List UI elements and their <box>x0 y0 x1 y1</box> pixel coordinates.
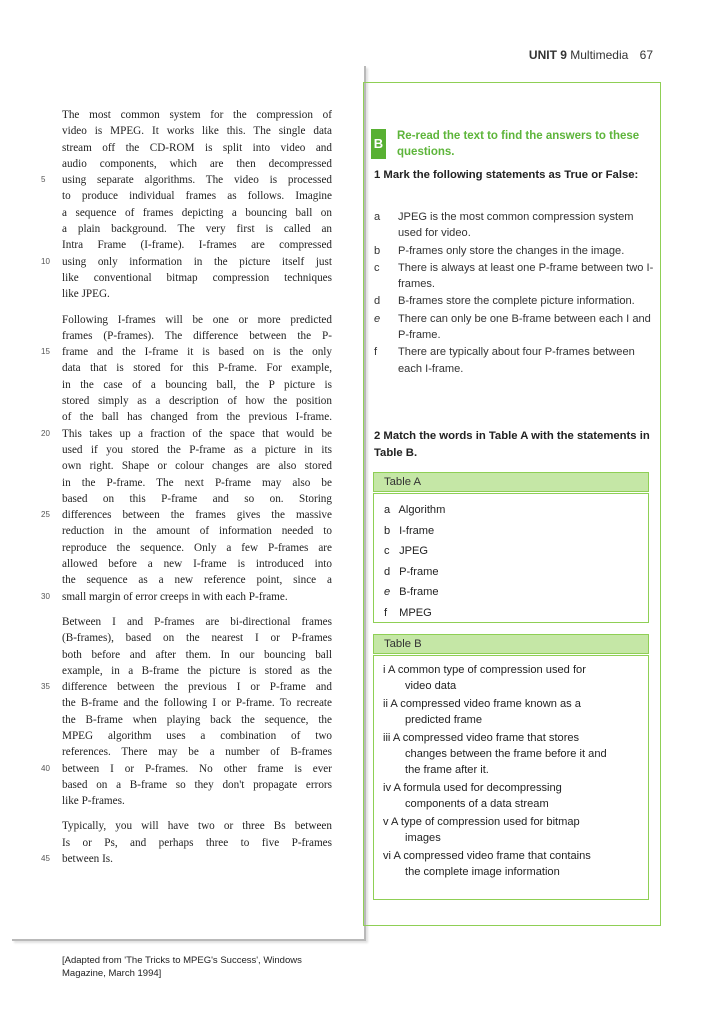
table-b-first-line <box>383 664 586 676</box>
article-line: based on a B-frame so they don't propagate errors <box>62 778 332 791</box>
article-line: references. There may be a number of B-frames <box>62 746 332 759</box>
table-b-item <box>383 662 645 694</box>
table-b-text <box>383 662 645 694</box>
credit-line-1: [Adapted from 'The Tricks to MPEG's Success', Windows <box>62 955 302 966</box>
statement-letter: b <box>374 244 381 257</box>
table-b-line: components of a data stream <box>405 798 549 811</box>
table-b-numeral: vi <box>383 849 392 862</box>
statement-item <box>374 243 659 259</box>
article-line: The most common system for the compression of <box>62 109 332 121</box>
table-b-line: A type of compression used for bitmap <box>391 815 580 828</box>
article-text <box>41 107 332 876</box>
table-b-item <box>383 730 645 779</box>
table-a-letter: b <box>384 524 391 537</box>
table-b-item <box>383 696 645 728</box>
article-line: used if you stored the P-frame as a picture in its <box>62 443 332 456</box>
table-a <box>373 493 649 623</box>
table-b-line: changes between the frame before it and <box>405 748 607 761</box>
article-line: using only information in the picture itself just 10 <box>62 254 332 270</box>
table-a-word: Algorithm <box>396 504 446 516</box>
statement-item <box>374 293 659 309</box>
article-line: between Is. 45 <box>62 851 332 867</box>
article-paragraph <box>41 107 332 303</box>
table-a-word: P-frame <box>396 565 439 578</box>
statement-letter: a <box>374 211 381 223</box>
table-a-item <box>384 562 445 583</box>
table-a-word: I-frame <box>396 524 435 537</box>
article-line: stored simply as a description of how the position <box>62 395 332 408</box>
table-b-numeral: iv <box>383 781 392 794</box>
article-paragraph <box>41 614 332 810</box>
reading-panel <box>12 66 366 941</box>
article-paragraph <box>41 312 332 605</box>
article-line: a plain background. The very first is called an <box>62 223 332 236</box>
section-instructions: Re-read the text to find the answers to these questions. <box>397 130 640 158</box>
table-b-line: A compressed video frame that contains <box>393 849 591 862</box>
article-line: in the case of a bouncing ball, the P picture is <box>62 378 332 391</box>
statement-letter: d <box>374 295 381 308</box>
article-line: frames (P-frames). The difference between the P- <box>62 329 332 342</box>
article-line: both before and after them. In our bouncing ball <box>62 648 332 661</box>
table-b-line: A compressed video frame that stores <box>392 731 580 744</box>
statement-text: There can only be one B-frame between each I and P-frame. <box>398 312 651 342</box>
article-line: audio components, which are then decompressed <box>62 157 332 170</box>
page-number: 67 <box>639 48 653 62</box>
statement-letter: f <box>374 346 378 359</box>
table-b-line: A formula used for decompressing <box>393 781 562 794</box>
table-b-text <box>383 696 645 728</box>
article-line: Intra Frame (I-frame). I-frames are compressed <box>62 239 332 252</box>
article-line: stream off the CD-ROM is split into video and <box>62 141 332 154</box>
credit-line-2: Magazine, March 1994] <box>62 968 162 979</box>
statement-text: There is always at least one P-frame between two I-frames. <box>398 261 654 291</box>
table-b-statements <box>383 662 645 882</box>
article-line: Typically, you will have two or three Bs between <box>62 820 332 833</box>
article-line: This takes up a fraction of the space that would be 20 <box>62 426 332 442</box>
article-line: Between I and P-frames are bi-directional frames <box>62 615 332 628</box>
table-b-line: the frame after it. <box>405 764 489 777</box>
article-line: Following I-frames will be one or more predicted <box>62 313 332 326</box>
article-line: allowed before a new I-frame is introduced into <box>62 558 332 571</box>
article-line: using separate algorithms. The video is processed 5 <box>62 172 332 188</box>
line-number: 10 <box>41 256 50 266</box>
article-line: like JPEG. <box>62 288 110 301</box>
page-header <box>529 48 653 62</box>
article-line: reduction in the amount of information needed to <box>62 525 332 538</box>
table-b-label: Table B <box>373 634 649 654</box>
article-line: the B-frame and the following I or P-frame. To recreate <box>62 697 332 710</box>
table-a-letter: a <box>384 504 391 516</box>
line-number: 30 <box>41 591 50 601</box>
line-number: 15 <box>41 347 50 357</box>
table-b-first-line <box>383 782 562 794</box>
article-paragraph <box>41 818 332 867</box>
true-false-statements <box>374 209 659 378</box>
article-line: small margin of error creeps in with each P-frame. 30 <box>62 589 332 605</box>
table-b-line: video data <box>405 680 457 693</box>
exercise-panel <box>363 82 661 926</box>
table-b-item <box>383 780 645 812</box>
table-b-item <box>383 814 645 846</box>
statement-text: B-frames store the complete picture information. <box>398 295 635 308</box>
table-b-numeral: ii <box>383 697 388 710</box>
line-number: 45 <box>41 854 50 864</box>
table-a-word: MPEG <box>396 606 432 619</box>
article-line: between I or P-frames. No other frame is ever 40 <box>62 761 332 777</box>
article-line: frame and the I-frame it is based on is the only 15 <box>62 344 332 360</box>
question-1-heading: 1 Mark the following statements as True or False: <box>374 169 639 181</box>
table-b-line: A compressed video frame known as a <box>390 697 581 710</box>
table-a-words <box>384 500 445 624</box>
table-b-first-line <box>383 732 579 744</box>
table-b-text <box>383 814 645 846</box>
table-a-word: JPEG <box>396 545 429 558</box>
table-b-text <box>383 780 645 812</box>
article-line: (B-frames), based on the nearest I or P-frames <box>62 632 332 645</box>
article-line: to produce individual frames as follows. Imagine <box>62 190 332 203</box>
article-line: a sequence of frames depicting a bouncing ball on <box>62 206 332 219</box>
table-b-numeral: iii <box>383 731 391 744</box>
article-line: video is MPEG. It works like this. The single data <box>62 125 332 138</box>
source-credit <box>62 954 342 980</box>
table-b-text <box>383 730 645 779</box>
unit-title: Multimedia <box>570 48 629 62</box>
question-2-heading: 2 Match the words in Table A with the statements in Table B. <box>374 430 650 459</box>
statement-item <box>374 260 659 293</box>
article-line: based on this P-frame and so on. Storing <box>62 492 332 505</box>
table-b-line: predicted frame <box>405 714 483 727</box>
table-a-item <box>384 541 445 562</box>
table-a-item <box>384 582 445 603</box>
statement-item <box>374 209 659 242</box>
section-badge: B <box>371 129 386 159</box>
statement-text: There are typically about four P-frames between each I-frame. <box>398 346 635 375</box>
article-line: differences between the frames gives the massive 25 <box>62 507 332 523</box>
statement-letter: e <box>374 312 381 325</box>
table-b-text <box>383 848 645 880</box>
statement-text: JPEG is the most common compression system used for video. <box>398 211 634 240</box>
article-line: Is or Ps, and perhaps three to five P-frames <box>62 836 332 849</box>
statement-item <box>374 344 659 377</box>
table-b-first-line <box>383 850 591 862</box>
statement-letter: c <box>374 261 380 274</box>
table-a-label: Table A <box>373 472 649 492</box>
article-line: data that is stored for this P-frame. For example, <box>62 362 332 375</box>
article-line: reproduce the sequence. Only a few P-frames are <box>62 541 332 554</box>
table-a-item <box>384 521 445 542</box>
article-line: difference between the previous I or P-frame and 35 <box>62 679 332 695</box>
table-b-line: images <box>405 832 441 845</box>
table-a-letter: c <box>384 545 390 558</box>
article-line: MPEG algorithm uses a combination of two <box>62 729 332 742</box>
table-a-letter: f <box>384 606 388 619</box>
line-number: 20 <box>41 428 50 438</box>
article-line: the B-frame when playing back the sequence, the <box>62 713 332 726</box>
table-b-line: the complete image information <box>405 865 560 878</box>
table-a-word: B-frame <box>396 586 439 599</box>
table-a-letter: d <box>384 565 391 578</box>
table-a-letter: e <box>384 586 391 599</box>
line-number: 40 <box>41 763 50 773</box>
line-number: 35 <box>41 682 50 692</box>
line-number: 5 <box>41 175 46 185</box>
table-a-item <box>384 603 445 624</box>
article-line: in the P-frame. The next P-frame may also be <box>62 476 332 489</box>
article-line: of the ball has changed from the previous I-frame. <box>62 411 332 424</box>
table-b-numeral: i <box>383 664 386 676</box>
table-b-item <box>383 848 645 880</box>
line-number: 25 <box>41 510 50 520</box>
table-b-line: A common type of compression used for <box>387 664 586 676</box>
table-b-first-line <box>383 698 581 710</box>
article-line: own right. Shape or colour changes are also stored <box>62 460 332 473</box>
unit-label: UNIT 9 <box>528 48 567 62</box>
table-a-item <box>384 500 445 521</box>
article-line: like P-frames. <box>62 795 125 808</box>
article-line: example, in a B-frame the picture is stored as the <box>62 664 332 677</box>
statement-text: P-frames only store the changes in the image. <box>398 244 625 257</box>
table-b-numeral: v <box>383 815 389 828</box>
table-b <box>373 655 649 900</box>
article-line: like conventional bitmap compression techniques <box>62 271 332 284</box>
statement-item <box>374 311 659 344</box>
article-line: the sequence as a new reference point, since a <box>62 574 332 587</box>
table-b-first-line <box>383 816 580 828</box>
